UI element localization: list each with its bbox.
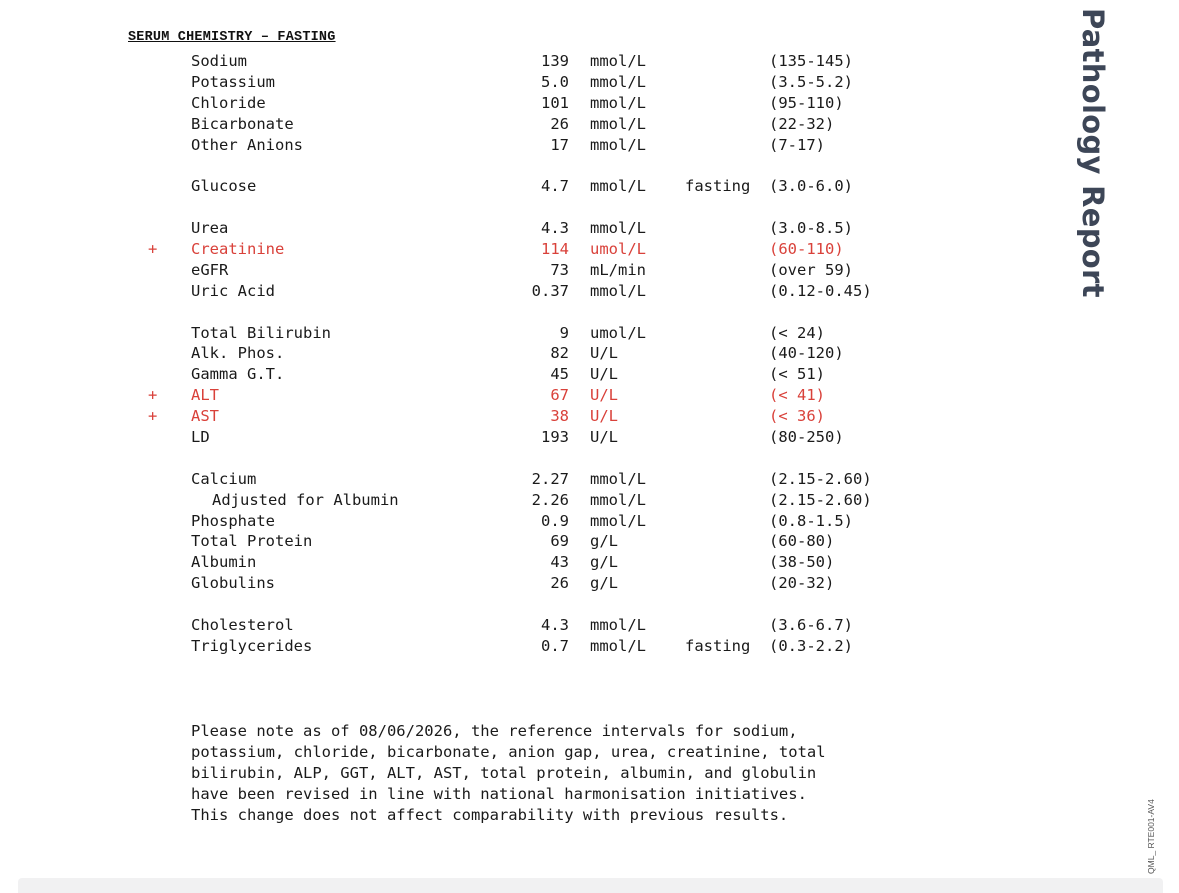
- result-row: [0, 260, 1000, 281]
- test-unit: mmol/L: [590, 511, 646, 530]
- test-value: 38: [550, 407, 569, 426]
- test-name: Albumin: [191, 553, 257, 572]
- result-row: [0, 636, 1000, 657]
- row-spacer: [0, 302, 1000, 323]
- test-value: 2.26: [531, 490, 569, 509]
- test-unit: U/L: [590, 407, 618, 426]
- row-spacer: [0, 448, 1000, 469]
- note-line: have been revised in line with national harmonisation initiatives.: [191, 785, 807, 803]
- test-value: 4.3: [541, 616, 569, 635]
- note-line: bilirubin, ALP, GGT, ALT, AST, total protein, albumin, and globulin: [191, 764, 817, 782]
- test-unit: mmol/L: [590, 135, 646, 154]
- test-unit: mmol/L: [590, 281, 646, 300]
- reference-range: (0.12-0.45): [769, 281, 872, 300]
- test-name: Calcium: [191, 469, 257, 488]
- results-table: [0, 51, 1000, 657]
- test-value: 5.0: [541, 72, 569, 91]
- result-row: [0, 490, 1000, 511]
- reference-range: (7-17): [769, 135, 825, 154]
- result-row: [0, 176, 1000, 197]
- test-name: Globulins: [191, 574, 275, 593]
- test-value: 0.9: [541, 511, 569, 530]
- test-value: 2.27: [531, 469, 569, 488]
- result-row: [0, 573, 1000, 594]
- reference-interval-note: [191, 721, 951, 826]
- test-unit: mmol/L: [590, 616, 646, 635]
- result-row: [0, 615, 1000, 636]
- result-row: [0, 93, 1000, 114]
- test-unit: U/L: [590, 386, 618, 405]
- row-spacer: [0, 594, 1000, 615]
- test-value: 67: [550, 386, 569, 405]
- reference-range: (3.6-6.7): [769, 616, 853, 635]
- test-value: 45: [550, 365, 569, 384]
- form-code-text: QML_ RTE001-AV4: [1146, 799, 1156, 874]
- result-row: [0, 218, 1000, 239]
- test-name: Other Anions: [191, 135, 303, 154]
- test-name: Urea: [191, 219, 229, 238]
- test-value: 26: [550, 574, 569, 593]
- test-name: Total Bilirubin: [191, 323, 331, 342]
- test-value: 43: [550, 553, 569, 572]
- test-unit: mmol/L: [590, 52, 646, 70]
- result-row: [0, 135, 1000, 156]
- test-unit: umol/L: [590, 240, 646, 259]
- test-value: 26: [550, 114, 569, 133]
- result-row: [0, 531, 1000, 552]
- reference-range: (20-32): [769, 574, 835, 593]
- note-line: Please note as of 08/06/2026, the reference intervals for sodium,: [191, 722, 798, 740]
- test-name: Creatinine: [191, 240, 285, 259]
- test-comment: fasting: [685, 177, 751, 196]
- result-row: [0, 552, 1000, 573]
- test-unit: g/L: [590, 553, 618, 572]
- test-value: 0.7: [541, 636, 569, 655]
- flag-marker: +: [148, 386, 158, 405]
- result-row: [0, 469, 1000, 490]
- test-name: Phosphate: [191, 511, 275, 530]
- result-row: [0, 323, 1000, 344]
- result-row: [0, 364, 1000, 385]
- result-row: [0, 385, 1000, 406]
- flag-marker: +: [148, 240, 158, 259]
- test-value: 0.37: [531, 281, 569, 300]
- reference-range: (0.8-1.5): [769, 511, 853, 530]
- test-unit: mmol/L: [590, 114, 646, 133]
- reference-range: (95-110): [769, 93, 844, 112]
- test-name: Gamma G.T.: [191, 365, 285, 384]
- flag-marker: +: [148, 407, 158, 426]
- test-name: Chloride: [191, 93, 266, 112]
- footer-bar: [18, 878, 1163, 893]
- result-row: [0, 427, 1000, 448]
- reference-range: (3.0-6.0): [769, 177, 853, 196]
- reference-range: (< 41): [769, 386, 825, 405]
- reference-range: (40-120): [769, 344, 844, 363]
- test-name: Potassium: [191, 72, 275, 91]
- reference-range: (38-50): [769, 553, 835, 572]
- test-value: 114: [541, 240, 569, 259]
- test-unit: mmol/L: [590, 469, 646, 488]
- reference-range: (2.15-2.60): [769, 469, 872, 488]
- reference-range: (0.3-2.2): [769, 636, 853, 655]
- test-name: ALT: [191, 386, 219, 405]
- reference-range: (22-32): [769, 114, 835, 133]
- row-spacer: [0, 197, 1000, 218]
- test-value: 139: [541, 52, 569, 70]
- reference-range: (60-110): [769, 240, 844, 259]
- reference-range: (60-80): [769, 532, 835, 551]
- reference-range: (< 24): [769, 323, 825, 342]
- test-value: 193: [541, 428, 569, 447]
- test-unit: mmol/L: [590, 636, 646, 655]
- test-unit: mL/min: [590, 260, 646, 279]
- reference-range: (< 36): [769, 407, 825, 426]
- test-value: 101: [541, 93, 569, 112]
- test-name: LD: [191, 428, 210, 447]
- test-name: eGFR: [191, 260, 229, 279]
- test-name: Cholesterol: [191, 616, 294, 635]
- test-unit: g/L: [590, 574, 618, 593]
- test-unit: umol/L: [590, 323, 646, 342]
- test-unit: U/L: [590, 344, 618, 363]
- result-row: [0, 239, 1000, 260]
- reference-range: (2.15-2.60): [769, 490, 872, 509]
- test-name: Bicarbonate: [191, 114, 294, 133]
- reference-range: (over 59): [769, 260, 853, 279]
- test-value: 82: [550, 344, 569, 363]
- result-row: [0, 511, 1000, 532]
- test-unit: U/L: [590, 428, 618, 447]
- test-unit: g/L: [590, 532, 618, 551]
- result-row: [0, 406, 1000, 427]
- report-title: Pathology Report: [1076, 8, 1110, 298]
- test-name: Triglycerides: [191, 636, 313, 655]
- test-unit: mmol/L: [590, 219, 646, 238]
- report-title-vertical: [1078, 8, 1118, 348]
- result-row: [0, 343, 1000, 364]
- test-value: 4.3: [541, 219, 569, 238]
- row-spacer: [0, 155, 1000, 176]
- test-unit: mmol/L: [590, 93, 646, 112]
- form-code: [1146, 782, 1160, 882]
- reference-range: (3.5-5.2): [769, 72, 853, 91]
- result-row: [0, 281, 1000, 302]
- test-value: 9: [559, 323, 569, 342]
- reference-range: (135-145): [769, 52, 853, 70]
- section-title: SERUM CHEMISTRY – FASTING: [128, 30, 336, 45]
- reference-range: (3.0-8.5): [769, 219, 853, 238]
- test-unit: mmol/L: [590, 72, 646, 91]
- test-value: 73: [550, 260, 569, 279]
- note-line: potassium, chloride, bicarbonate, anion gap, urea, creatinine, total: [191, 743, 826, 761]
- test-name: Total Protein: [191, 532, 313, 551]
- test-value: 69: [550, 532, 569, 551]
- reference-range: (80-250): [769, 428, 844, 447]
- test-comment: fasting: [685, 636, 751, 655]
- test-value: 4.7: [541, 177, 569, 196]
- test-unit: mmol/L: [590, 490, 646, 509]
- test-value: 17: [550, 135, 569, 154]
- test-name: Alk. Phos.: [191, 344, 285, 363]
- test-name: Glucose: [191, 177, 257, 196]
- note-line: This change does not affect comparability with previous results.: [191, 806, 789, 824]
- test-name: Adjusted for Albumin: [212, 490, 399, 509]
- test-name: Uric Acid: [191, 281, 275, 300]
- test-unit: U/L: [590, 365, 618, 384]
- test-name: Sodium: [191, 52, 247, 70]
- result-row: [0, 114, 1000, 135]
- test-name: AST: [191, 407, 219, 426]
- test-unit: mmol/L: [590, 177, 646, 196]
- result-row: [0, 51, 1000, 72]
- reference-range: (< 51): [769, 365, 825, 384]
- result-row: [0, 72, 1000, 93]
